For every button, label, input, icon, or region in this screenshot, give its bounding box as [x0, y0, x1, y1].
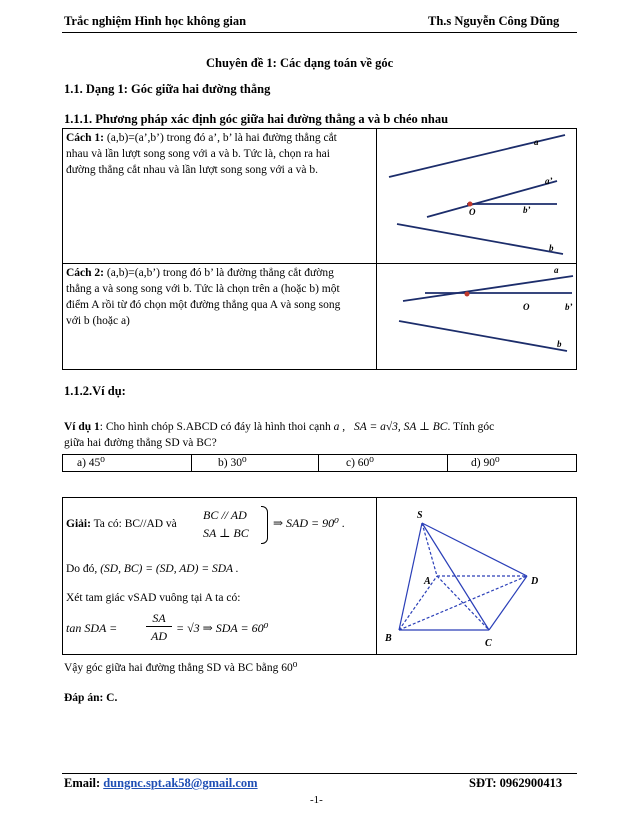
solution-line-2-math: (SD, BC) = (SD, AD) = SDA . [100, 563, 239, 575]
vertex-d: D [531, 576, 539, 587]
tan-left: tan SDA = [66, 621, 118, 635]
label-b: b [557, 339, 562, 349]
page-number: -1- [310, 794, 323, 806]
option-divider [447, 455, 448, 471]
page-title: Chuyên đề 1: Các dạng toán về góc [206, 56, 394, 70]
system-bottom: SA ⊥ BC [203, 526, 249, 540]
tan-right: = √3 ⇒ SDA = 60⁰ [176, 621, 269, 635]
label-a: a [554, 265, 559, 275]
solution-box [62, 497, 577, 655]
vertex-a: A [424, 576, 431, 587]
example-label: Ví dụ 1 [64, 421, 100, 433]
edge-cd [489, 576, 527, 630]
method-1-label: Cách 1: [66, 132, 105, 144]
label-a-prime: a’ [545, 176, 553, 186]
example-line-2: giữa hai đường thẳng SD và BC? [64, 437, 217, 449]
vertex-s: S [417, 510, 423, 521]
solution-label: Giải: [66, 518, 91, 530]
option-d: d) 90⁰ [471, 457, 500, 469]
line-a-prime [427, 181, 557, 217]
pyramid-figure [377, 498, 577, 655]
line-b [397, 224, 563, 254]
label-a: a [534, 137, 539, 147]
diagonal-ac [437, 576, 489, 630]
vertex-b: B [385, 633, 392, 644]
answer-line: Đáp án: C. [64, 692, 118, 704]
edge-sb [399, 523, 422, 630]
option-b: b) 30⁰ [218, 457, 247, 469]
method-2-text [66, 265, 374, 329]
edge-sa [422, 523, 437, 576]
label-b: b [549, 243, 554, 253]
line-a [403, 276, 573, 301]
header-right: Th.s Nguyễn Công Dũng [428, 14, 560, 28]
vertex-c: C [485, 638, 492, 649]
footer-email [64, 776, 258, 791]
system-brace [261, 506, 268, 544]
header-rule [62, 32, 577, 33]
section-heading-1-1: 1.1. Dạng 1: Góc giữa hai đường thẳng [64, 82, 271, 96]
line-b [399, 321, 567, 351]
method-2-line-3: điểm A rồi từ đó chọn một đường thẳng qua A và song song [66, 299, 341, 311]
label-o: O [469, 207, 476, 217]
section-heading-1-1-1: 1.1.1. Phương pháp xác định góc giữa hai đường thẳng a và b chéo nhau [64, 112, 449, 126]
system-result: ⇒ SAD = 90⁰ . [273, 516, 345, 530]
method-1-line-1: (a,b)=(a’,b’) trong đó a’, b’ là hai đường thẳng cắt [106, 132, 337, 144]
answer-options [62, 454, 577, 472]
header-left: Trắc nghiệm Hình học không gian [64, 14, 247, 28]
email-label: Email: [64, 776, 104, 790]
solution-intro-text: Ta có: BC//AD và [90, 518, 177, 530]
footer-rule [62, 773, 577, 774]
example-comma: , [339, 421, 346, 433]
example-text-2: . Tính góc [447, 421, 495, 433]
method-2-line-1: (a,b)=(a,b’) trong đó b’ là đường thẳng cắt đường [106, 267, 334, 279]
point-o [465, 292, 470, 297]
example-text-1: : Cho hình chóp S.ABCD có đáy là hình thoi cạnh [99, 421, 334, 433]
option-divider [318, 455, 319, 471]
method-2-label: Cách 2: [66, 267, 105, 279]
edge-sd [422, 523, 527, 576]
option-divider [191, 455, 192, 471]
example-math-a: a [333, 421, 340, 433]
fraction-numerator: SA [146, 611, 172, 627]
point-o [468, 202, 473, 207]
email-link[interactable]: dungnc.spt.ak58@gmail.com [103, 776, 258, 790]
example-1-text [64, 419, 579, 451]
method-table [62, 128, 577, 370]
method-1-line-2: nhau và lần lượt song song với a và b. Tức là, chọn ra hai [66, 148, 330, 160]
example-condition: SA = a√3, SA ⊥ BC [354, 421, 448, 433]
solution-system [203, 506, 249, 542]
method-2-line-2: thẳng a và song song với b. Tức là chọn trên a (hoặc b) một [66, 283, 340, 295]
method-2-figure [377, 263, 577, 371]
label-b-prime: b’ [565, 302, 573, 312]
solution-line-2-text: Do đó, [66, 563, 101, 575]
footer-phone: SĐT: 0962900413 [469, 776, 563, 790]
method-1-figure [377, 129, 577, 263]
method-1-line-3: đường thẳng cắt nhau và lần lượt song song với a và b. [66, 164, 319, 176]
line-a [389, 135, 565, 177]
option-c: c) 60⁰ [346, 457, 374, 469]
system-top: BC // AD [203, 508, 247, 522]
label-b-prime: b’ [523, 205, 531, 215]
fraction-denominator: AD [151, 629, 167, 643]
solution-line-2 [66, 561, 239, 577]
method-1-text [66, 130, 374, 178]
section-heading-1-1-2: 1.1.2.Ví dụ: [64, 384, 126, 398]
solution-line-3: Xét tam giác vSAD vuông tại A ta có: [66, 592, 241, 604]
method-2-line-4: với b (hoặc a) [66, 315, 130, 327]
solution-conclusion: Vậy góc giữa hai đường thẳng SD và BC bằng 60⁰ [64, 662, 298, 674]
option-a: a) 45⁰ [77, 457, 105, 469]
solution-intro [66, 516, 177, 532]
label-o: O [523, 302, 530, 312]
